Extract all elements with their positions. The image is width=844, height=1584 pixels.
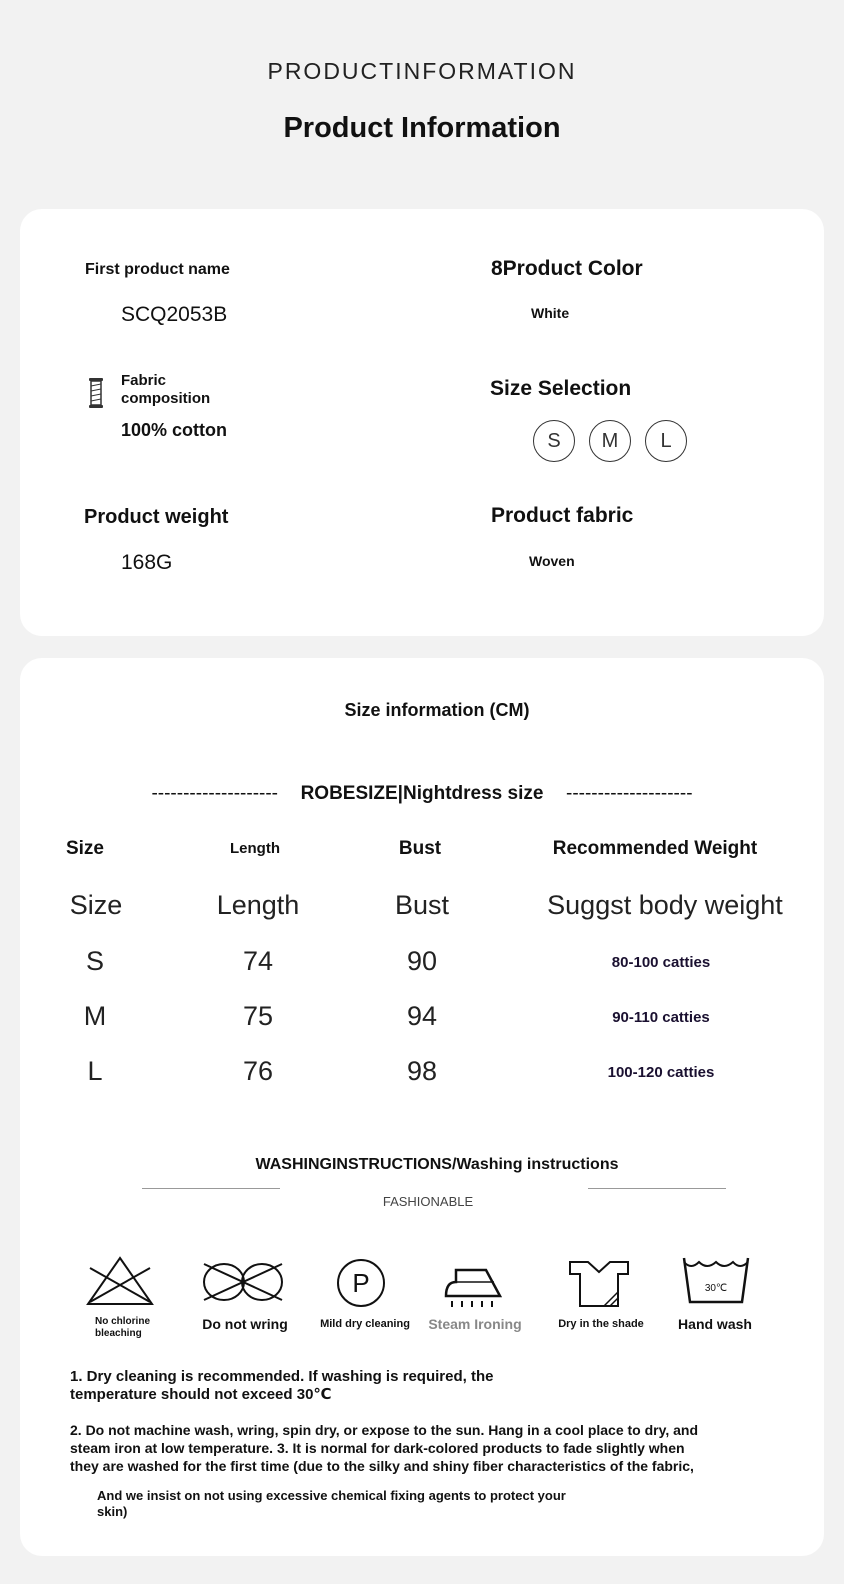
table-header-size: Size [65, 838, 105, 859]
steam-iron-label: Steam Ironing [428, 1316, 522, 1332]
table-row: S [85, 946, 104, 976]
robe-size-heading [70, 783, 774, 805]
fabric-composition-label: Fabric composition [121, 372, 211, 407]
size-selection-label: Size Selection [490, 377, 632, 400]
first-product-name-label: First product name [85, 261, 230, 278]
washing-subtitle: FASHIONABLE [382, 1194, 474, 1209]
table-row: M [83, 1001, 107, 1031]
page-title: Product Information [283, 112, 561, 144]
table-row: 80-100 catties [611, 954, 711, 971]
table-row: 74 [242, 946, 274, 976]
fabric-composition-value: 100% cotton [121, 420, 228, 440]
do-not-wring-icon [200, 1260, 286, 1304]
product-fabric-label: Product fabric [491, 504, 634, 527]
table-subheader-length: Length [216, 890, 300, 920]
washing-title: WASHINGINSTRUCTIONS/Washing instructions [255, 1156, 619, 1173]
table-subheader-weight: Suggst body weight [547, 890, 783, 920]
first-product-name-value: SCQ2053B [121, 303, 228, 326]
size-info-title: Size information (CM) [344, 700, 530, 720]
hand-wash-temp: 30℃ [704, 1283, 728, 1294]
product-info-card [20, 209, 824, 636]
mild-dry-clean-icon [336, 1258, 386, 1308]
no-bleach-label: No chlorine bleaching [95, 1316, 151, 1339]
size-option-m[interactable]: M [589, 420, 631, 462]
header-subtitle: PRODUCTINFORMATION [267, 58, 577, 84]
robe-size-title: ROBESIZE|Nightdress size [300, 783, 544, 804]
dash-divider-right: -------------------- [566, 783, 693, 804]
do-not-wring-label: Do not wring [202, 1316, 288, 1332]
steam-iron-icon [442, 1258, 506, 1310]
size-info-card [20, 658, 824, 1556]
note-2: 2. Do not machine wash, wring, spin dry, or expose to the sun. Hang in a cool place to dry, and steam iron at low temperature. 3. It is normal for dark-colored products to fade slightly when they are washed for the first time (due to the silky and shiny fiber characteristics of the fabric, [70, 1422, 699, 1474]
product-color-label: 8Product Color [491, 257, 643, 280]
hand-wash-icon [682, 1256, 750, 1306]
table-subheader-size: Size [69, 890, 123, 920]
thread-spool-icon [86, 377, 106, 409]
product-weight-label: Product weight [84, 506, 229, 528]
table-row: L [87, 1056, 103, 1086]
size-option-s[interactable]: S [533, 420, 575, 462]
dry-in-shade-icon [566, 1260, 632, 1308]
divider-left [142, 1188, 280, 1189]
table-row: 75 [242, 1001, 274, 1031]
table-header-bust: Bust [398, 838, 442, 859]
table-row: 94 [406, 1001, 438, 1031]
table-header-recommended-weight: Recommended Weight [552, 838, 758, 859]
hand-wash-label: Hand wash [678, 1316, 752, 1332]
size-option-l[interactable]: L [645, 420, 687, 462]
product-weight-value: 168G [121, 551, 173, 574]
dry-clean-symbol: P [352, 1268, 370, 1298]
dash-divider-left: -------------------- [151, 783, 278, 804]
table-row: 100-120 catties [607, 1064, 715, 1081]
table-row: 90-110 catties [612, 1009, 710, 1026]
divider-right [588, 1188, 726, 1189]
note-3: And we insist on not using excessive chemical fixing agents to protect your skin) [97, 1488, 566, 1519]
table-row: 76 [242, 1056, 274, 1086]
table-row: 98 [406, 1056, 438, 1086]
dry-in-shade-label: Dry in the shade [558, 1318, 644, 1330]
note-1: 1. Dry cleaning is recommended. If washing is required, the temperature should not exceed 30℃ [70, 1368, 494, 1403]
product-fabric-value: Woven [529, 553, 575, 569]
table-header-length: Length [230, 840, 280, 857]
table-subheader-bust: Bust [394, 890, 450, 920]
mild-dry-clean-label: Mild dry cleaning [320, 1318, 410, 1330]
product-color-value: White [531, 305, 570, 321]
no-bleach-icon [86, 1256, 154, 1306]
table-row: 90 [406, 946, 438, 976]
